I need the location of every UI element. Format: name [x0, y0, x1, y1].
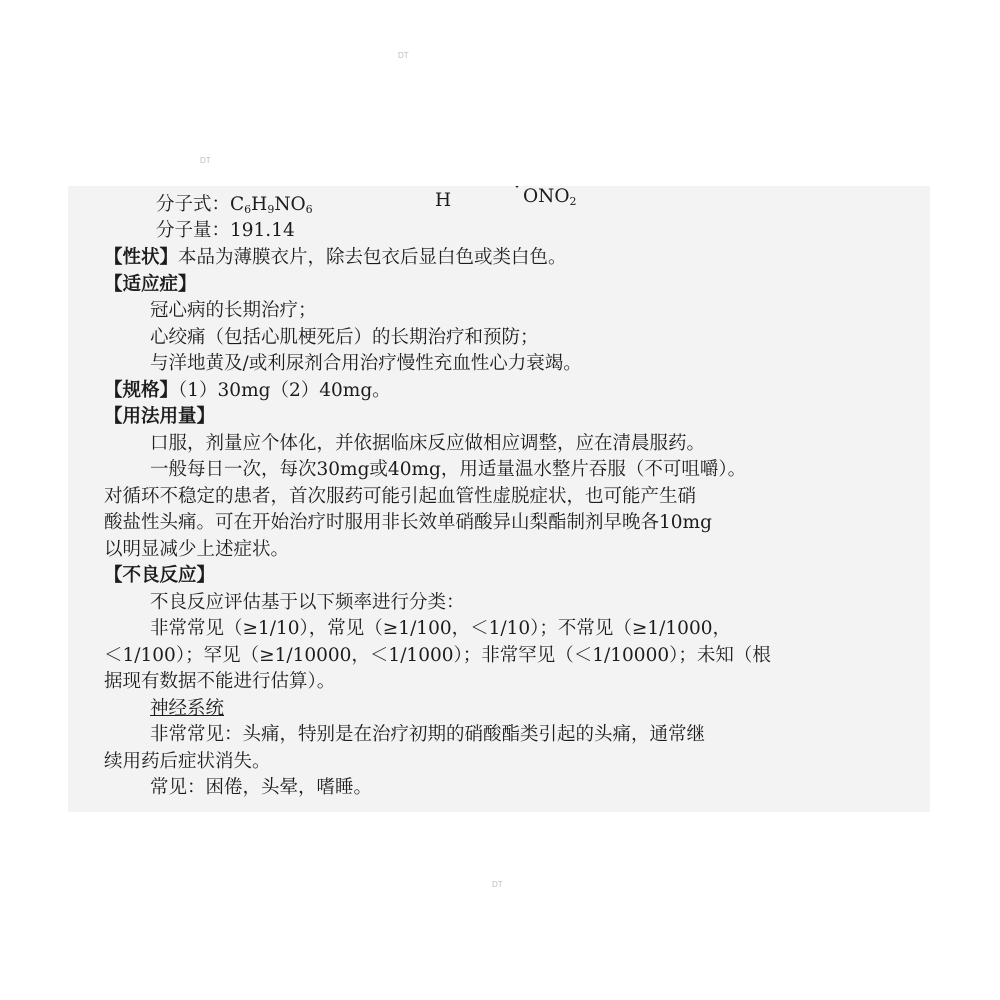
formula-no-sub: 6 [305, 203, 313, 216]
molecular-weight: 分子量：191.14 [156, 220, 295, 241]
dosage-heading: 【用法用量】 [104, 406, 216, 427]
dosage-line: 酸盐性头痛。可在开始治疗时服用非长效单硝酸异山梨酯制剂早晚各10mg [104, 512, 712, 533]
nervous-line: 常见：困倦，头晕，嗜睡。 [150, 777, 373, 798]
indication-item: 与洋地黄及/或利尿剂合用治疗慢性充血性心力衰竭。 [150, 353, 582, 374]
formula-c-sub: 6 [244, 203, 252, 216]
formula-c: C [230, 194, 245, 215]
formula-h-sub: 9 [267, 203, 275, 216]
properties-heading: 【性状】 [104, 247, 179, 268]
formula-h: H [251, 194, 268, 215]
indication-item: 冠心病的长期治疗； [150, 300, 317, 321]
watermark: DT [398, 51, 409, 60]
structure-h-atom: H [435, 190, 452, 211]
adverse-line: 不良反应评估基于以下频率进行分类： [150, 592, 465, 613]
adverse-line: 据现有数据不能进行估算）。 [104, 671, 336, 692]
indication-item: 心绞痛（包括心肌梗死后）的长期治疗和预防； [150, 327, 539, 348]
properties-section [104, 245, 567, 272]
specification-text: （1）30mg（2）40mg。 [178, 380, 391, 401]
nervous-system-title: 神经系统 [150, 698, 225, 719]
structure-ono2-subscript: 2 [569, 195, 577, 208]
scanned-leaflet [68, 186, 930, 812]
formula-no: NO [274, 194, 306, 215]
watermark: DT [492, 880, 503, 889]
nervous-line: 续用药后症状消失。 [104, 751, 271, 772]
specification-section [104, 378, 391, 405]
structure-ono2-text: ONO [523, 186, 570, 207]
dosage-line: 以明显减少上述症状。 [104, 539, 290, 560]
dosage-line: 对循环不稳定的患者，首次服药可能引起血管性虚脱症状，也可能产生硝 [104, 486, 697, 507]
properties-text: 本品为薄膜衣片，除去包衣后显白色或类白色。 [178, 247, 567, 268]
indications-heading: 【适应症】 [104, 274, 197, 295]
wedge-bond [512, 186, 522, 188]
dosage-line: 一般每日一次，每次30mg或40mg，用适量温水整片吞服（不可咀嚼）。 [150, 459, 747, 480]
adverse-line: ＜1/100）；罕见（≥1/10000，＜1/1000）；非常罕见（＜1/10000）；未知（根 [104, 645, 771, 666]
nervous-line: 非常常见：头痛，特别是在治疗初期的硝酸酯类引起的头痛，通常继 [150, 724, 706, 745]
dosage-line: 口服，剂量应个体化，并依据临床反应做相应调整，应在清晨服药。 [150, 433, 706, 454]
adverse-heading: 【不良反应】 [104, 565, 216, 586]
adverse-line: 非常常见（≥1/10），常见（≥1/100，＜1/10）；不常见（≥1/1000， [150, 618, 731, 639]
leaflet-text [68, 186, 930, 812]
molecular-formula-label: 分子式： [156, 194, 231, 215]
structure-ono2 [523, 186, 577, 216]
specification-heading: 【规格】 [104, 380, 179, 401]
watermark: DT [200, 156, 211, 165]
